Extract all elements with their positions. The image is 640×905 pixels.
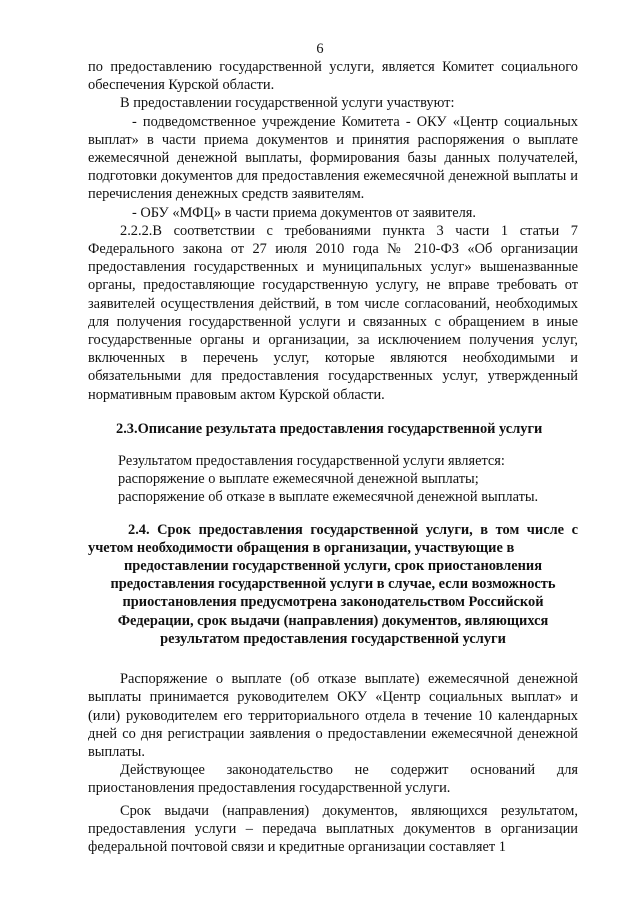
paragraph-decision-term: Распоряжение о выплате (об отказе выплате) ежемесячной денежной выплаты принимается руководителем ОКУ «Центр социальных выплат» и (или) руководителем его территориального отдела в течение 10 календарных дней со дня регистрации заявления о предоставлении ежемесячной денежной выплаты. <box>88 671 578 760</box>
result-list <box>88 452 578 507</box>
section-2-4-heading-rest: предоставлении государственной услуги, срок приостановления предоставления государственной услуги в случае, если возможность приостановления предусмотрена законодательством Российской Федерации, срок выдачи (направления) документов, являющихся результатом предоставления государственной услуги <box>110 558 556 647</box>
result-lead: Результатом предоставления государственной услуги является: <box>118 453 505 470</box>
paragraph-participants-intro: В предоставлении государственной услуги участвуют: <box>120 95 455 112</box>
result-item-refusal: распоряжение об отказе в выплате ежемесячной денежной выплаты. <box>118 489 539 506</box>
paragraph-no-suspension: Действующее законодательство не содержит оснований для приостановления предоставления государственной услуги. <box>88 762 578 797</box>
section-2-3-heading: 2.3.Описание результата предоставления государственной услуги <box>116 420 543 437</box>
paragraph-issue-term: Срок выдачи (направления) документов, являющихся результатом, предоставления услуги – передача выплатных документов в организации федеральной почтовой связи и кредитные организации составляет 1 <box>88 802 578 855</box>
paragraph-participant-mfc: - ОБУ «МФЦ» в части приема документов от заявителя. <box>132 204 476 221</box>
document-body <box>88 58 578 856</box>
paragraph-participant-oku: - подведомственное учреждение Комитета - ОКУ «Центр социальных выплат» в части приема документов и принятия распоряжения о выплате ежемесячной денежной выплаты, формирования базы данных получателей, подготовки документов для предоставления ежемесячной денежной выплаты и перечисления денежных средств заявителям. <box>88 113 578 203</box>
paragraph-responsible-body: по предоставлению государственной услуги, является Комитет социального обеспечения Курской области. <box>88 59 578 94</box>
paragraph-2-2-2: 2.2.2.В соответствии с требованиями пункта 3 части 1 статьи 7 Федерального закона от 27 июля 2010 года № 210-ФЗ «Об организации предоставления государственных и муниципальных услуг» вышеназванные органы, предоставляющие государственную услугу, не вправе требовать от заявителей осуществления действий, в том числе согласований, необходимых для получения государственной услуги и связанных с обращением в иные государственные органы и организации, за исключением получения услуг, включенных в перечень услуг, которые являются необходимыми и обязательными для предоставления государственных услуг, утвержденный нормативным правовым актом Курской области. <box>88 222 578 403</box>
section-2-4-heading-line1: 2.4. Срок предоставления государственной услуги, в том числе с учетом необходимости обращения в организации, участвующие в <box>88 521 578 556</box>
page-number: 6 <box>316 41 324 57</box>
result-item-approval: распоряжение о выплате ежемесячной денежной выплаты; <box>118 471 479 488</box>
section-2-4-heading <box>88 521 578 648</box>
